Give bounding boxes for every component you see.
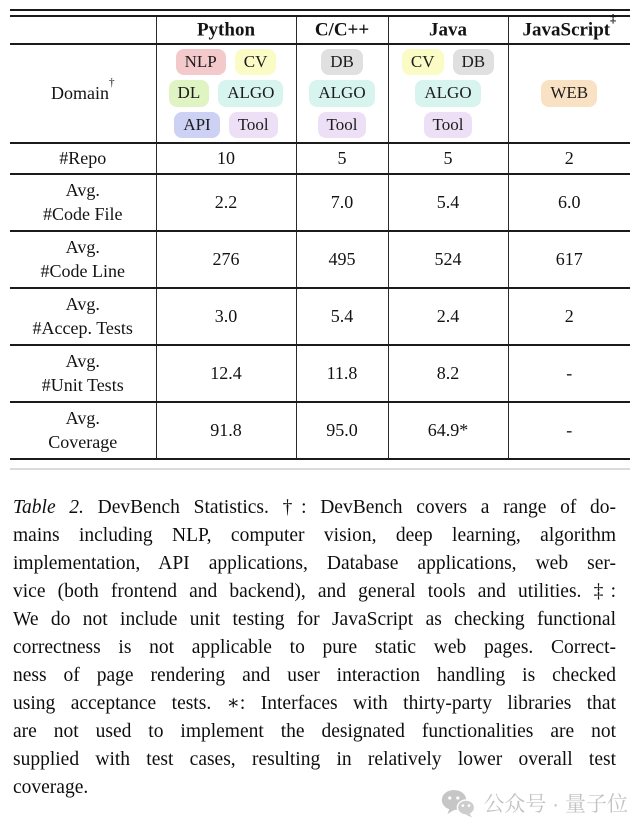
domain-tag: NLP bbox=[176, 49, 226, 75]
devbench-statistics-table bbox=[10, 9, 630, 470]
caption-title: Table 2. bbox=[13, 497, 84, 518]
caption-line: correctness is not applicable to pure static web pages. Correct- bbox=[13, 637, 616, 658]
cell-value: 524 bbox=[388, 231, 508, 288]
column-header-cpp: C/C++ bbox=[296, 17, 388, 44]
caption-line: using acceptance tests. ∗: Interfaces with thirty-party libraries that bbox=[13, 693, 616, 714]
table-row-unit-tests bbox=[10, 345, 630, 402]
cell-value: 5 bbox=[388, 143, 508, 174]
caption-line: mains including NLP, computer vision, deep learning, algorithm bbox=[13, 525, 616, 546]
domain-tag: Tool bbox=[318, 112, 367, 138]
domain-tag: CV bbox=[402, 49, 444, 75]
cell-value: 11.8 bbox=[296, 345, 388, 402]
cell-value: 5.4 bbox=[388, 174, 508, 231]
row-label: Avg. #Accep. Tests bbox=[10, 288, 156, 345]
cell-value: 3.0 bbox=[156, 288, 296, 345]
caption-line: implementation, API applications, Database applications, web ser- bbox=[13, 553, 616, 574]
domain-cell-java bbox=[388, 44, 508, 143]
cell-value: - bbox=[566, 363, 573, 383]
domain-tag: WEB bbox=[541, 80, 597, 106]
domain-cell-cpp bbox=[296, 44, 388, 143]
cell-value: 7.0 bbox=[296, 174, 388, 231]
domain-row-label: Domain† bbox=[10, 44, 156, 143]
domain-tag: API bbox=[174, 112, 219, 138]
column-header-javascript: JavaScript‡ bbox=[522, 11, 616, 41]
cell-value: 276 bbox=[156, 231, 296, 288]
wechat-icon bbox=[441, 789, 475, 818]
column-header-python: Python bbox=[156, 17, 296, 44]
caption-line: We do not include unit testing for JavaScript as checking functional bbox=[13, 609, 616, 630]
watermark-text: 公众号 · 量子位 bbox=[483, 793, 628, 816]
domain-tag: ALGO bbox=[309, 80, 374, 106]
domain-tag: DL bbox=[169, 80, 210, 106]
cell-value: 64.9* bbox=[388, 402, 508, 459]
cell-value: 91.8 bbox=[156, 402, 296, 459]
cell-value: 5 bbox=[296, 143, 388, 174]
table-header-row bbox=[10, 17, 630, 44]
table-row-accep-tests bbox=[10, 288, 630, 345]
table-bottom-rule-2 bbox=[10, 468, 630, 470]
table-row-coverage bbox=[10, 402, 630, 459]
row-label: Avg. #Unit Tests bbox=[10, 345, 156, 402]
domain-tag: CV bbox=[235, 49, 277, 75]
table-caption bbox=[13, 494, 616, 802]
column-header-java: Java bbox=[388, 17, 508, 44]
domain-tag: ALGO bbox=[415, 80, 480, 106]
cell-value: 2 bbox=[564, 306, 574, 326]
watermark bbox=[441, 788, 628, 818]
table-row-code-file bbox=[10, 174, 630, 231]
caption-line: are not used to implement the designated functionalities are not bbox=[13, 721, 616, 742]
cell-value: - bbox=[566, 420, 573, 440]
cell-value: 2 bbox=[564, 148, 574, 168]
cell-value: 495 bbox=[296, 231, 388, 288]
domain-cell-javascript bbox=[508, 44, 630, 143]
cell-value: 2.2 bbox=[156, 174, 296, 231]
caption-line: ness of page rendering and user interaction handling is checked bbox=[13, 665, 616, 686]
cell-value: 2.4 bbox=[388, 288, 508, 345]
caption-line: supplied with test cases, resulting in relatively lower overall test bbox=[13, 749, 616, 770]
row-label: #Repo bbox=[10, 143, 156, 174]
domain-tag: DB bbox=[321, 49, 363, 75]
cell-value: 617 bbox=[555, 249, 583, 269]
domain-tag: Tool bbox=[424, 112, 473, 138]
cell-value: 5.4 bbox=[296, 288, 388, 345]
caption-line: Table 2. DevBench Statistics. †: DevBench covers a range of do- bbox=[13, 497, 616, 518]
domain-cell-python bbox=[156, 44, 296, 143]
row-label: Avg. Coverage bbox=[10, 402, 156, 459]
row-label: Avg. #Code File bbox=[10, 174, 156, 231]
caption-line: coverage. bbox=[13, 777, 89, 798]
domain-tag: ALGO bbox=[218, 80, 283, 106]
cell-value: 8.2 bbox=[388, 345, 508, 402]
domain-row bbox=[10, 44, 630, 143]
table-row-repo bbox=[10, 143, 630, 174]
domain-tag: DB bbox=[453, 49, 495, 75]
cell-value: 12.4 bbox=[156, 345, 296, 402]
caption-line: vice (both frontend and backend), and general tools and utilities. ‡: bbox=[13, 581, 616, 602]
table-row-code-line bbox=[10, 231, 630, 288]
header-empty-cell bbox=[10, 17, 156, 44]
row-label: Avg. #Code Line bbox=[10, 231, 156, 288]
domain-tag: Tool bbox=[229, 112, 278, 138]
cell-value: 6.0 bbox=[558, 192, 581, 212]
cell-value: 95.0 bbox=[296, 402, 388, 459]
cell-value: 10 bbox=[156, 143, 296, 174]
